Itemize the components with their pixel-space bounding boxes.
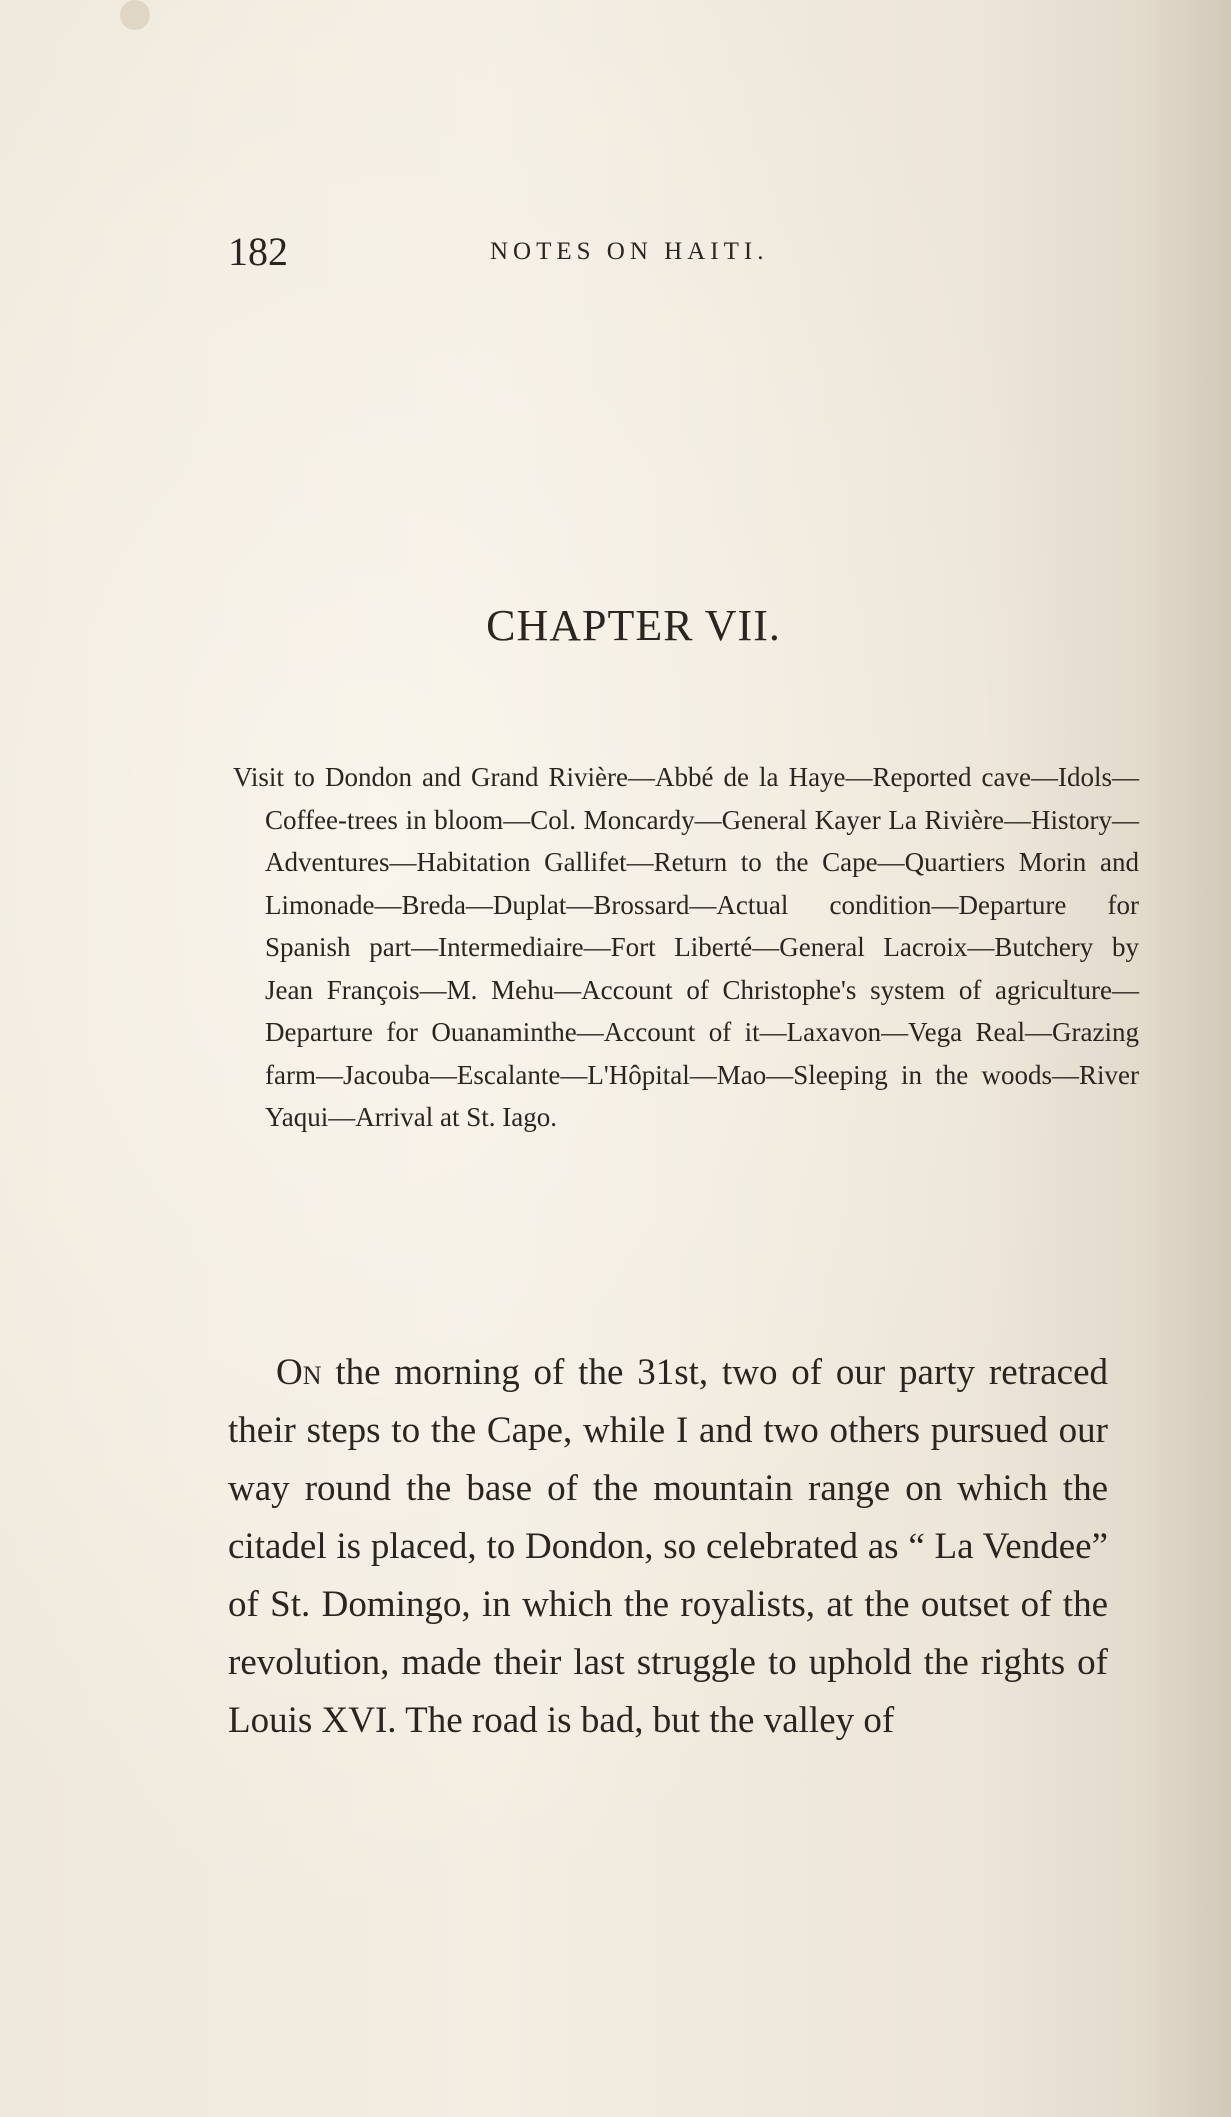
body-paragraph (228, 1344, 1108, 1750)
page-number: 182 (228, 229, 288, 274)
body-paragraph-text: the morning of the 31st, two of our party retraced their steps to the Cape, while I and two others pursued our way round the base of the mountain range on which the citadel is placed, to Dondon, so celebrated as “ La Vendee” of St. Domingo, in which the royalists, at the outset of the revolution, made their last struggle to uphold the rights of Louis XVI. The road is bad, but the valley of (228, 1352, 1108, 1741)
page-header (228, 228, 1128, 288)
chapter-title: CHAPTER VII. (486, 601, 781, 650)
page-edge-shadow (1141, 0, 1231, 2117)
paper-stain (120, 0, 150, 30)
drop-word: On (276, 1352, 322, 1393)
running-head: NOTES ON HAITI. (490, 238, 769, 265)
chapter-summary: Visit to Dondon and Grand Rivière—Abbé de la Haye—Reported cave—Idols—Coffee-trees in bloom—Col. Moncardy—General Kayer La Rivière—History—Adventures—Habitation Gallifet—Return to the Cape—Quartiers Morin and Limonade—Breda—Duplat—Brossard—Actual condition—Departure for Spanish part—Intermediaire—Fort Liberté—General Lacroix—Butchery by Jean François—M. Mehu—Account of Christophe's system of agriculture—Departure for Ouanaminthe—Account of it—Laxavon—Vega Real—Grazing farm—Jacouba—Escalante—L'Hôpital—Mao—Sleeping in the woods—River Yaqui—Arrival at St. Iago. (233, 762, 1139, 1132)
